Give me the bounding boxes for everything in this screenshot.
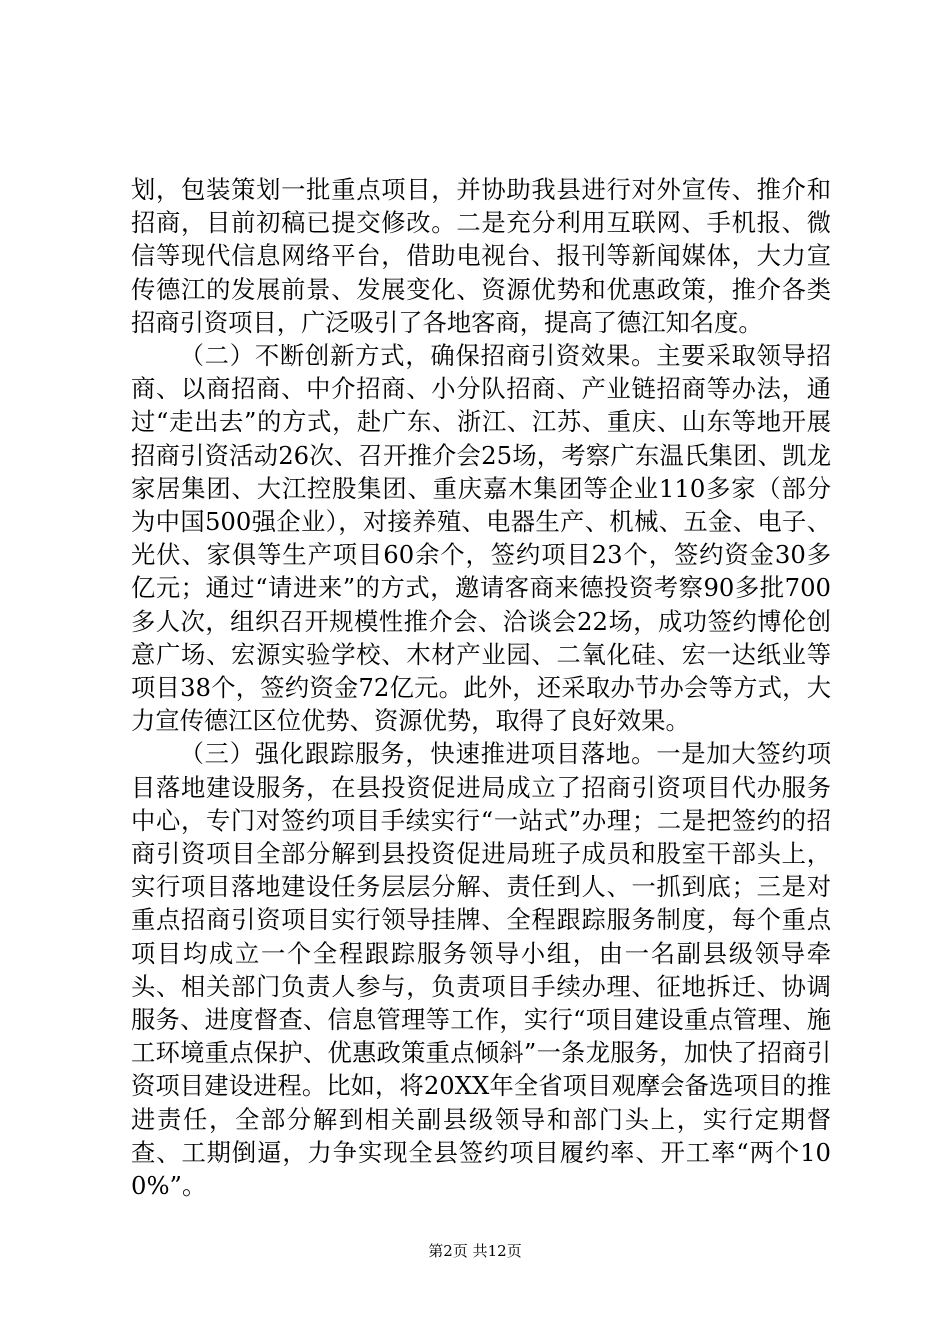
paragraph-2: （二）不断创新方式，确保招商引资效果。主要采取领导招商、以商招商、中介招商、小分队招商、产业链招商等办法，通过“走出去”的方式，赴广东、浙江、江苏、重庆、山东等地开展招商引资活动26次、召开推介会25场，考察广东温氏集团、凯龙家居集团、大江控股集团、重庆嘉木集团等企业110多家（部分为中国500强企业），对接养殖、电器生产、机械、五金、电子、光伏、家俱等生产项目60余个，签约项目23个，签约资金30多亿元；通过“请进来”的方式，邀请客商来德投资考察90多批700多人次，组织召开规模性推介会、洽谈会22场，成功签约博伦创意广场、宏源实验学校、木材产业园、二氧化硅、宏一达纸业等项目38个，签约资金72亿元。此外，还采取办节办会等方式，大力宣传德江区位优势、资源优势，取得了良好效果。 [131,341,831,736]
document-body [131,173,831,1202]
page-footer: 第2页 共12页 [428,1242,522,1260]
paragraph-1: 划，包装策划一批重点项目，并协助我县进行对外宣传、推介和招商，目前初稿已提交修改。二是充分利用互联网、手机报、微信等现代信息网络平台，借助电视台、报刊等新闻媒体，大力宣传德江的发展前景、发展变化、资源优势和优惠政策，推介各类招商引资项目，广泛吸引了各地客商，提高了德江知名度。 [131,175,831,337]
paragraph-3: （三）强化跟踪服务，快速推进项目落地。一是加大签约项目落地建设服务，在县投资促进局成立了招商引资项目代办服务中心，专门对签约项目手续实行“一站式”办理；二是把签约的招商引资项目全部分解到县投资促进局班子成员和股室干部头上，实行项目落地建设任务层层分解、责任到人、一抓到底；三是对重点招商引资项目实行领导挂牌、全程跟踪服务制度，每个重点项目均成立一个全程跟踪服务领导小组，由一名副县级领导牵头、相关部门负责人参与，负责项目手续办理、征地拆迁、协调服务、进度督查、信息管理等工作，实行“项目建设重点管理、施工环境重点保护、优惠政策重点倾斜”一条龙服务，加快了招商引资项目建设进程。比如，将20XX年全省项目观摩会备选项目的推进责任，全部分解到相关副县级领导和部门头上，实行定期督查、工期倒逼，力争实现全县签约项目履约率、开工率“两个100%”。 [131,739,831,1201]
